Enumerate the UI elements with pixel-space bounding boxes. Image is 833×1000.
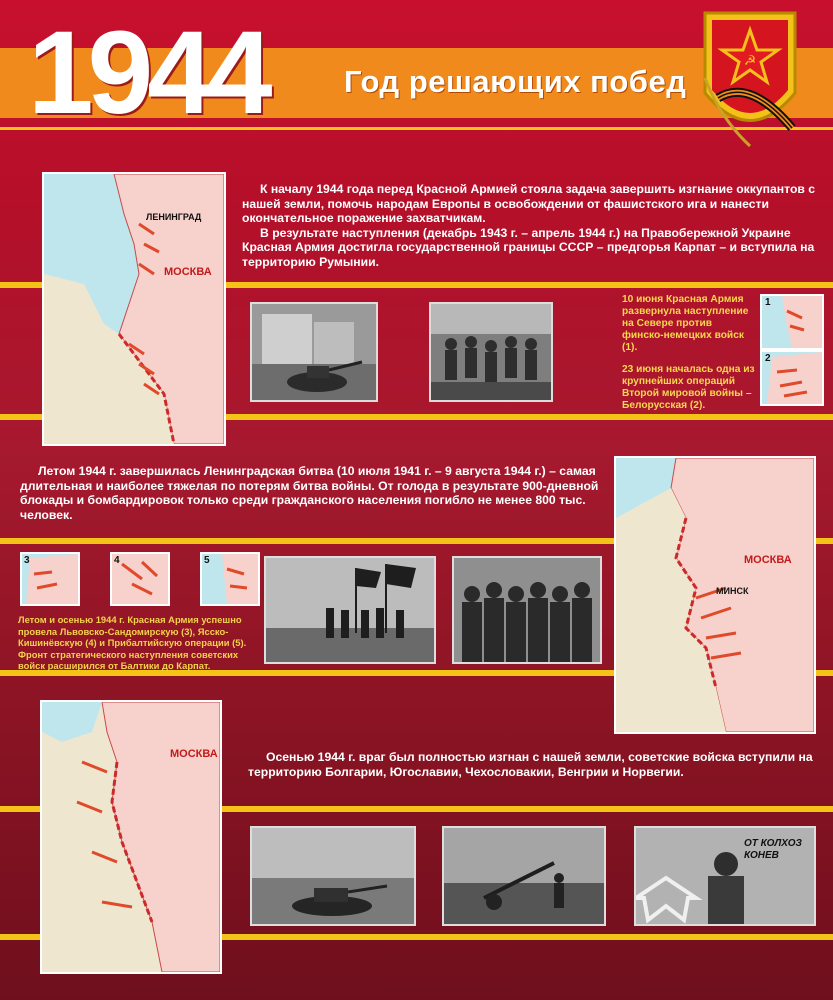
inset-map-3 — [20, 552, 80, 606]
photo-soldiers-bridge — [429, 302, 553, 402]
caption-north-offensive: 10 июня Красная Армия развернула наступление на Севере против финско-немецких войск (1). — [622, 294, 749, 353]
page-year-title: 1944 — [28, 7, 267, 139]
map-label-moscow-3: МОСКВА — [170, 748, 218, 760]
map-label-minsk: МИНСК — [716, 586, 749, 596]
inset-number-5: 5 — [204, 555, 210, 566]
section3-paragraph: Осенью 1944 г. враг был полностью изгнан с нашей земли, советские войска вступили на территорию Болгарии, Югославии, Чехословакии, Венгрии и Норвегии. — [248, 750, 813, 779]
inset-number-1: 1 — [765, 297, 771, 308]
map-1944-central — [614, 456, 816, 734]
section1-captions — [622, 294, 756, 412]
section2-caption: Летом и осенью 1944 г. Красная Армия успешно провела Львовско-Сандомирскую (3), Ясско-Кишинёвскую (4) и Прибалтийскую операции (5). Фронт стратегического наступления советских войск расширился от Балтики до Карпат. — [18, 614, 247, 671]
star-emblem-icon — [690, 8, 810, 158]
plane-inscription: ОТ КОЛХОЗ КОНЕВ — [744, 838, 802, 861]
inset-map-4 — [110, 552, 170, 606]
section1-paragraph-1: К началу 1944 года перед Красной Армией стояла задача завершить изгнание оккупантов с нашей земли, помочь народам Европы в освобождении от фашистского ига и нанести окончательное поражение захватчикам. — [242, 182, 816, 225]
svg-text:☭: ☭ — [743, 53, 757, 69]
section3-text — [248, 750, 824, 779]
photo-pilot-plane — [634, 826, 816, 926]
map-label-moscow-2: МОСКВА — [744, 554, 792, 566]
inset-number-2: 2 — [765, 353, 771, 364]
section1-text — [242, 182, 827, 269]
photo-tanks-field — [250, 826, 416, 926]
inset-map-5 — [200, 552, 260, 606]
inset-number-3: 3 — [24, 555, 30, 566]
inset-map-2 — [760, 350, 824, 406]
page-subtitle: Год решающих побед — [344, 64, 687, 99]
map-1944-west — [40, 700, 222, 974]
section2-paragraph: Летом 1944 г. завершилась Ленинградская битва (10 июля 1941 г. – 9 августа 1944 г.) – самая длительная и наиболее тяжелая по потерям битва войны. От голода в результате 900-дневной блокады и бомбардировок только среди гражданского населения погибло не менее 800 тыс. человек. — [20, 464, 599, 522]
section1-paragraph-2: В результате наступления (декабрь 1943 г. – апрель 1944 г.) на Правобережной Украине Красная Армия достигла государственной границы СССР – предгорья Карпат – и вступила на территорию Румынии. — [242, 225, 815, 269]
inset-number-4: 4 — [114, 555, 120, 566]
section2-text — [20, 464, 600, 522]
map-label-leningrad: ЛЕНИНГРАД — [146, 212, 202, 222]
photo-partisans-group — [452, 556, 602, 664]
photo-artillery — [442, 826, 606, 926]
caption-belorussian-operation: 23 июня началась одна из крупнейших операций Второй мировой войны – Белорусская (2). — [622, 364, 755, 411]
photo-parade-flags — [264, 556, 436, 664]
photo-tank-city — [250, 302, 378, 402]
map-1944-north — [42, 172, 226, 446]
map-label-moscow: МОСКВА — [164, 266, 212, 278]
inset-map-1 — [760, 294, 824, 350]
